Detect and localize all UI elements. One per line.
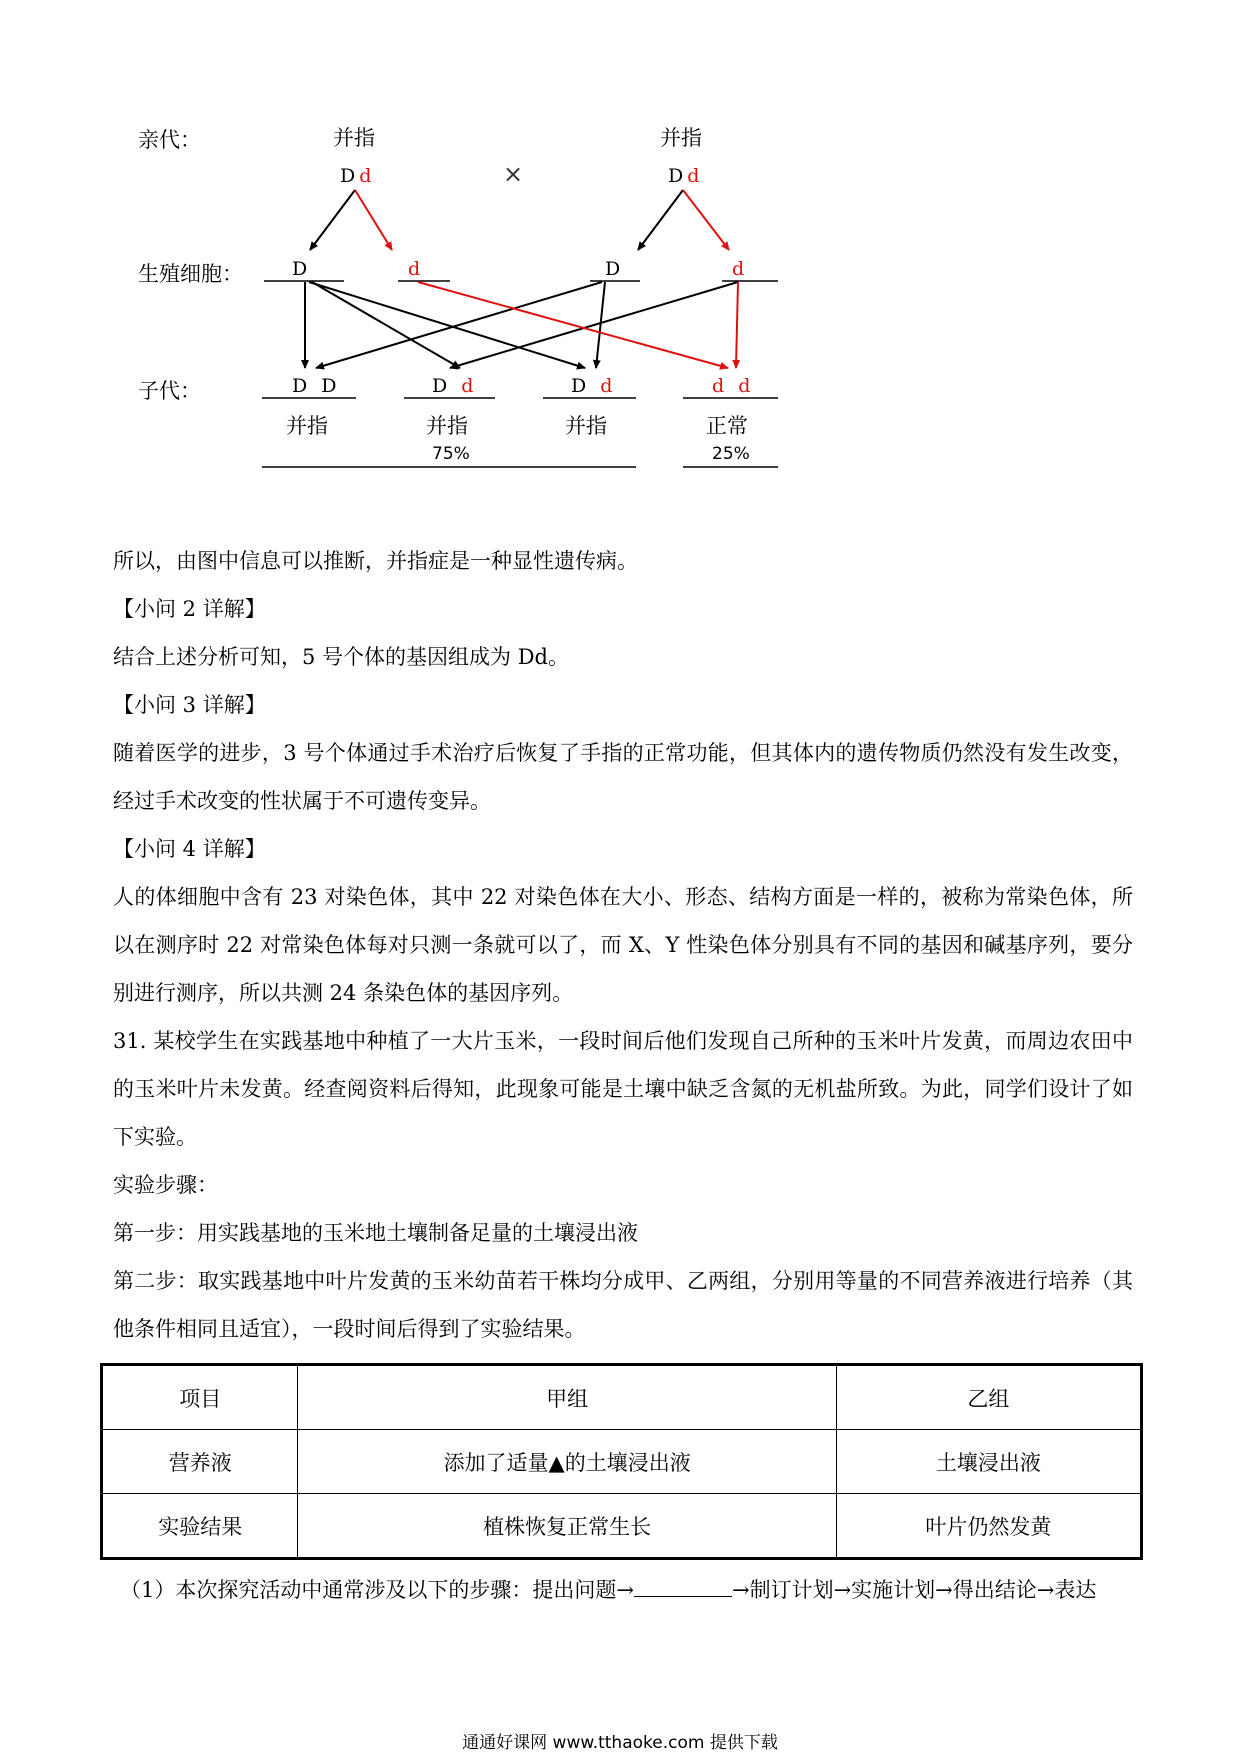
q2-heading: 【小问 2 详解】 — [113, 597, 266, 621]
pct-dominant: 75% — [432, 444, 470, 464]
offspring-1-genotype — [292, 375, 341, 397]
conclusion-text: 所以，由图中信息可以推断，并指症是一种显性遗传病。 — [113, 549, 638, 573]
cross-symbol: × — [503, 160, 524, 188]
gamete-3: D — [605, 258, 625, 280]
allele: d — [712, 375, 729, 397]
q2-body: 结合上述分析可知，5 号个体的基因组成为 Dd。 — [113, 645, 569, 669]
allele-dominant: D — [340, 165, 360, 187]
arrow-pr-to-d — [683, 190, 729, 250]
table-header-row — [102, 1365, 1142, 1430]
step-2: 第二步：取实践基地中叶片发黄的玉米幼苗若干株均分成甲、乙两组，分别用等量的不同营养液进行培养（其他条件相同且适宜），一段时间后得到了实验结果。 — [113, 1269, 1133, 1341]
parent-left-genotype — [340, 165, 375, 187]
table-cell: 植株恢复正常生长 — [298, 1494, 836, 1559]
row-label-parents: 亲代： — [138, 128, 201, 152]
offspring-3-phenotype: 并指 — [565, 414, 607, 438]
arrow-g4-o4 — [736, 282, 738, 368]
offspring-4-phenotype: 正常 — [706, 414, 748, 438]
arrow-g1-o2 — [312, 282, 460, 368]
offspring-3-genotype — [571, 375, 616, 397]
question-1-prefix: （1）本次探究活动中通常涉及以下的步骤：提出问题→ — [120, 1578, 634, 1602]
table-row — [102, 1430, 1142, 1494]
arrow-g2-o2 — [420, 282, 460, 368]
table-header-cell: 项目 — [102, 1365, 298, 1430]
allele: D — [571, 375, 591, 397]
step-1: 第一步：用实践基地的玉米地土壤制备足量的土壤浸出液 — [113, 1221, 638, 1245]
pct-recessive: 25% — [712, 444, 750, 464]
parent-right-phenotype: 并指 — [660, 126, 702, 150]
question-1-suffix: →制订计划→实施计划→得出结论→表达 — [731, 1578, 1097, 1602]
answer-text — [113, 537, 1133, 1353]
answer-blank[interactable] — [634, 1574, 732, 1597]
arrow-pr-to-D — [638, 190, 683, 250]
arrow-g2-o4 — [418, 282, 728, 368]
q3-body: 随着医学的进步，3 号个体通过手术治疗后恢复了手指的正常功能，但其体内的遗传物质仍然没有发生改变，经过手术改变的性状属于不可遗传变异。 — [113, 741, 1133, 813]
allele-recessive: d — [359, 165, 376, 187]
cross-diagram-lines — [0, 0, 1240, 490]
allele: D — [432, 375, 452, 397]
gamete-4: d — [732, 258, 749, 280]
allele: D — [292, 375, 312, 397]
table-row — [102, 1494, 1142, 1559]
genetic-cross-diagram — [0, 0, 1240, 494]
arrow-g1-o3 — [309, 282, 585, 368]
allele: d — [738, 375, 755, 397]
parent-left-phenotype: 并指 — [333, 126, 375, 150]
q4-body: 人的体细胞中含有 23 对染色体，其中 22 对染色体在大小、形态、结构方面是一样的，被称为常染色体，所以在测序时 22 对常染色体每对只测一条就可以了，而 X、Y 性染色体分别具有不同的基因和碱基序列，要分别进行测序，所以共测 24 条染色体的基因序列。 — [113, 885, 1133, 1005]
parent-right-genotype — [668, 165, 703, 187]
arrow-pl-to-d — [355, 190, 392, 250]
gamete-2: d — [408, 258, 425, 280]
arrow-g4-o2 — [450, 282, 738, 368]
table-cell: 土壤浸出液 — [836, 1430, 1141, 1494]
page-footer: 通通好课网 www.tthaoke.com 提供下载 — [462, 1733, 778, 1753]
table-cell: 实验结果 — [102, 1494, 298, 1559]
q3-heading: 【小问 3 详解】 — [113, 693, 266, 717]
table-header-cell: 甲组 — [298, 1365, 836, 1430]
offspring-2-phenotype: 并指 — [426, 414, 468, 438]
row-label-gametes: 生殖细胞： — [138, 262, 243, 286]
question-31: 31. 某校学生在实践基地中种植了一大片玉米，一段时间后他们发现自己所种的玉米叶片发黄，而周边农田中的玉米叶片未发黄。经查阅资料后得知，此现象可能是土壤中缺乏含氮的无机盐所致。为此，同学们设计了如下实验。 — [113, 1029, 1133, 1149]
offspring-1-phenotype: 并指 — [286, 414, 328, 438]
arrow-g3-o1 — [316, 282, 602, 368]
allele: d — [600, 375, 617, 397]
experiment-table — [100, 1363, 1143, 1560]
allele: D — [321, 375, 341, 397]
row-label-offspring: 子代： — [138, 379, 201, 403]
steps-heading: 实验步骤： — [113, 1173, 218, 1197]
arrow-pl-to-D — [310, 190, 355, 250]
allele-recessive: d — [687, 165, 704, 187]
allele: d — [461, 375, 478, 397]
offspring-2-genotype — [432, 375, 477, 397]
table-cell: 添加了适量▲的土壤浸出液 — [298, 1430, 836, 1494]
gamete-1: D — [292, 258, 312, 280]
table-cell: 叶片仍然发黄 — [836, 1494, 1141, 1559]
q4-heading: 【小问 4 详解】 — [113, 837, 266, 861]
table-header-cell: 乙组 — [836, 1365, 1141, 1430]
allele-dominant: D — [668, 165, 688, 187]
question-1 — [120, 1574, 1096, 1604]
table-cell: 营养液 — [102, 1430, 298, 1494]
offspring-4-genotype — [712, 375, 754, 397]
